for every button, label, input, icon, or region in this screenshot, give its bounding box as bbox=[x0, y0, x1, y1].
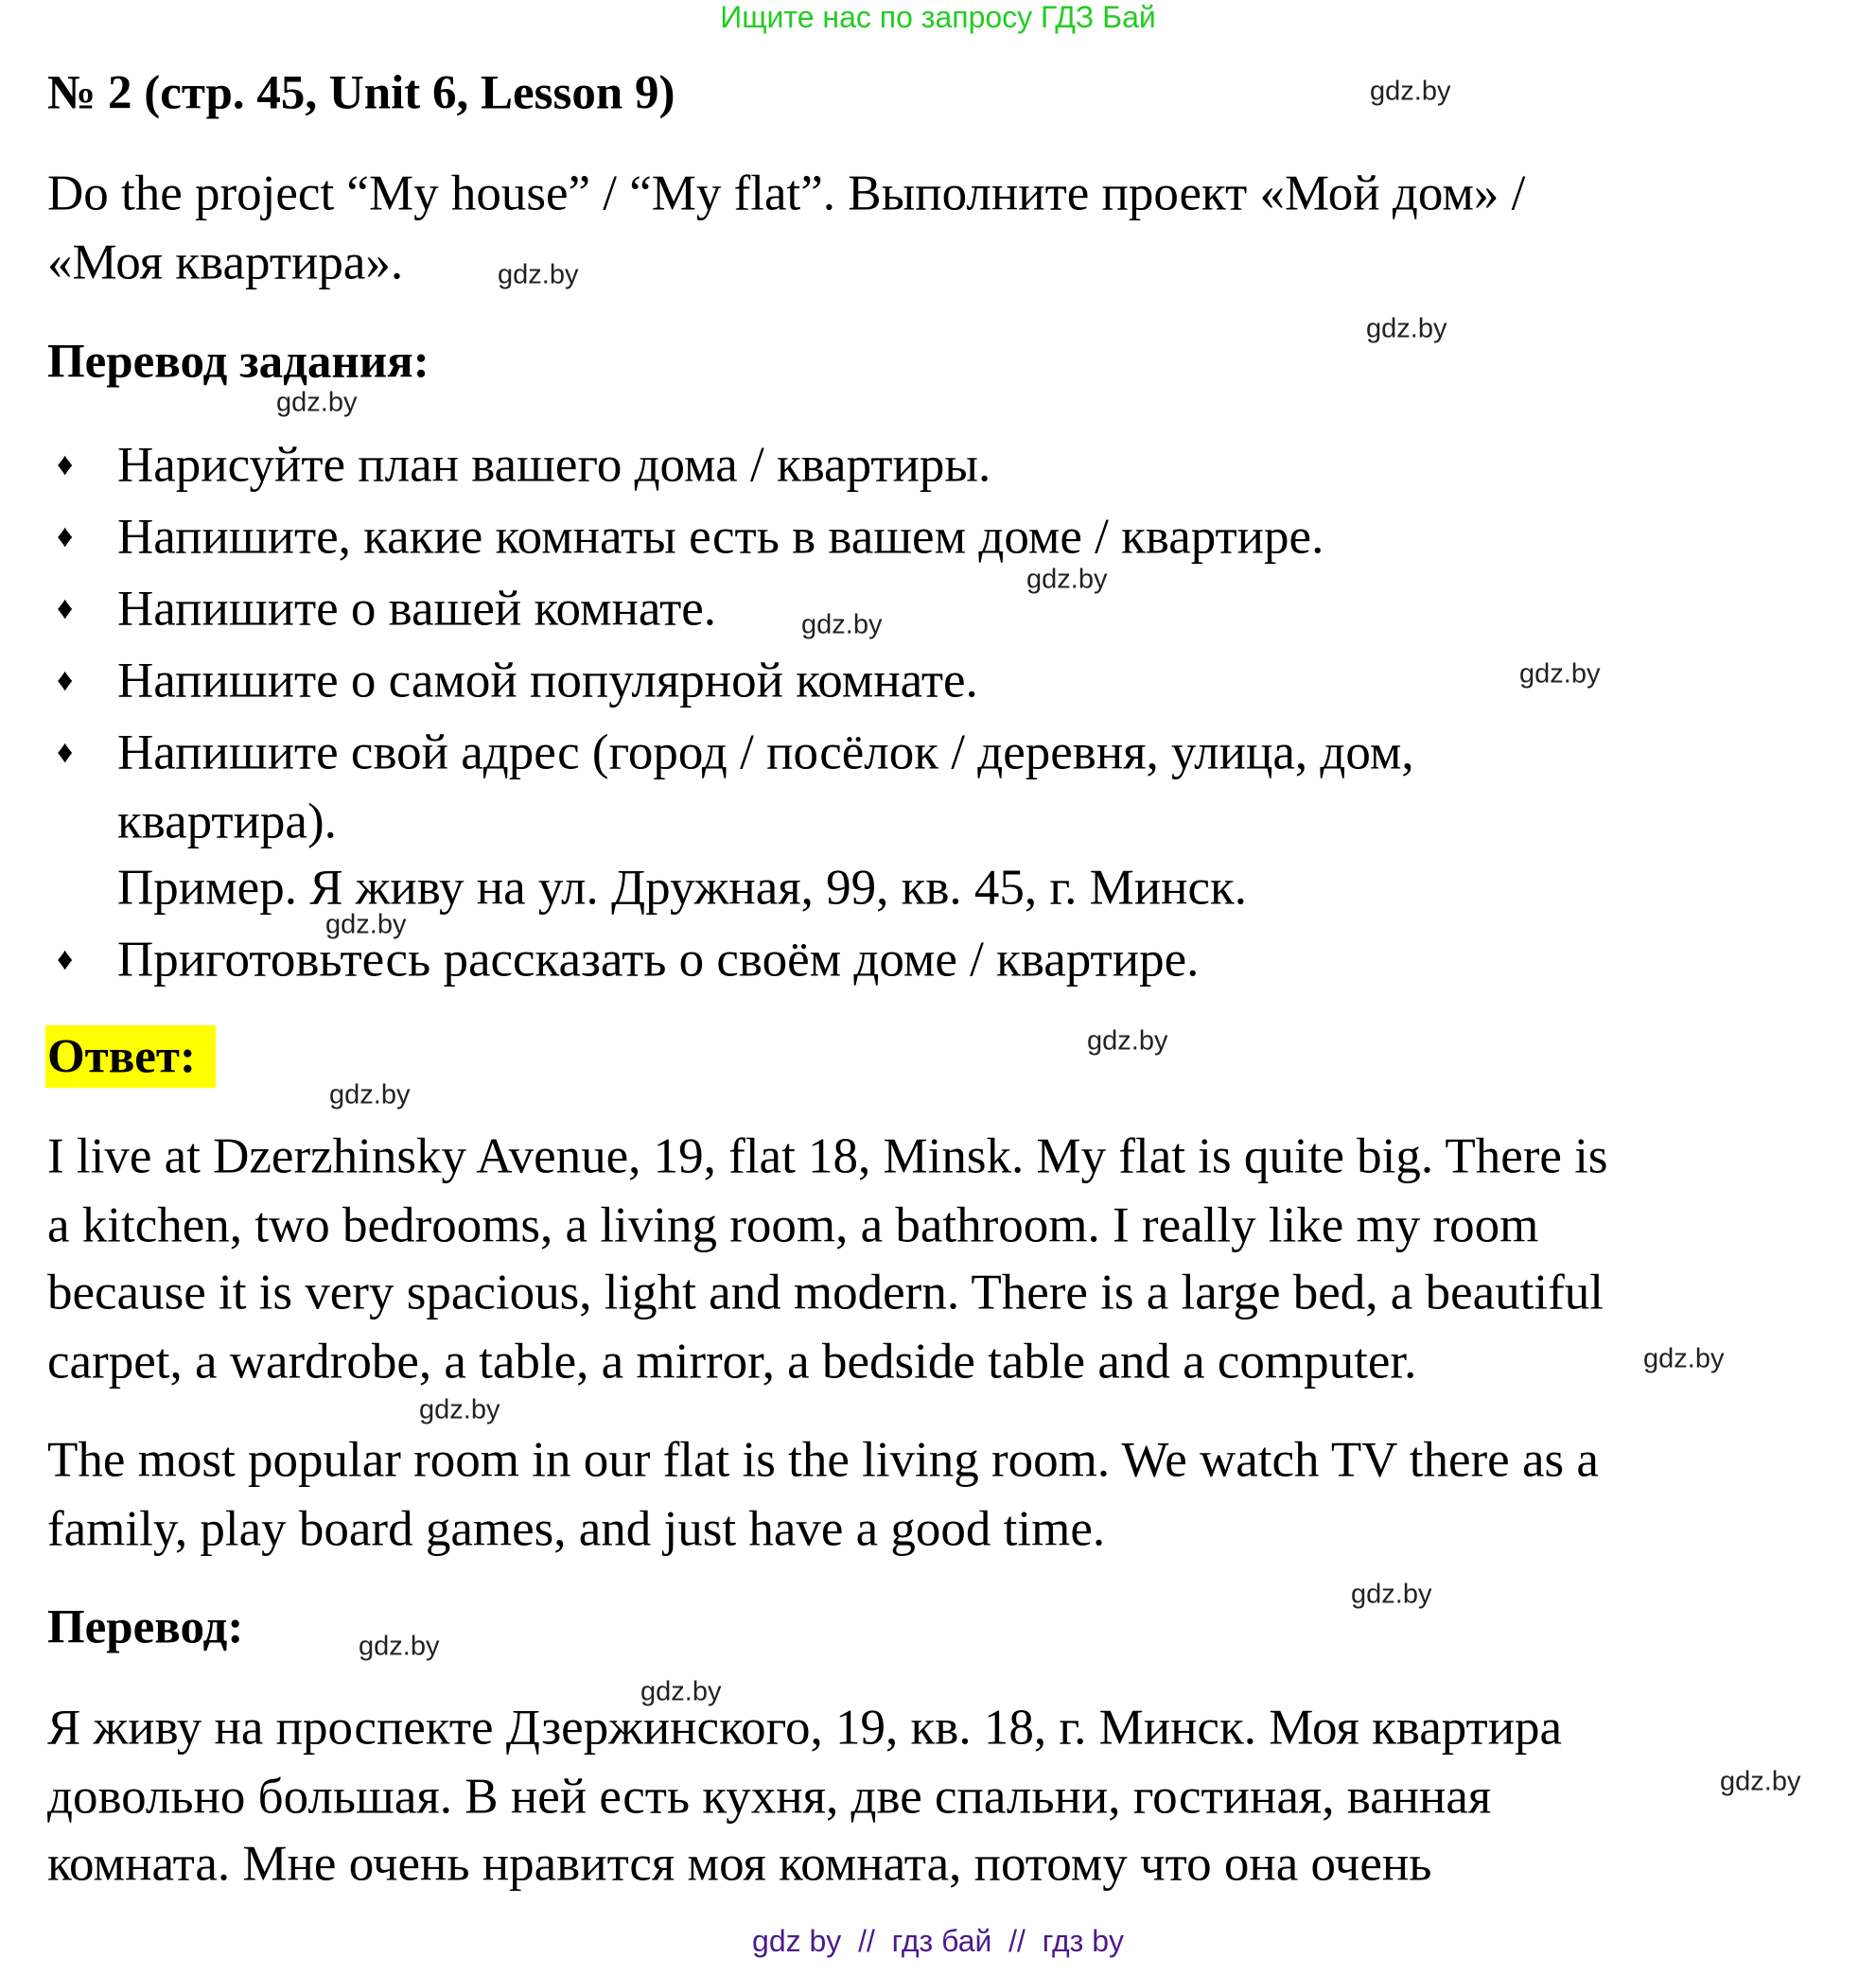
watermark: gdz.by bbox=[498, 259, 579, 290]
perevod-line: Я живу на проспекте Дзержинского, 19, кв. 18, г. Минск. Моя квартира bbox=[47, 1700, 1563, 1756]
page-title: № 2 (стр. 45, Unit 6, Lesson 9) bbox=[47, 66, 675, 120]
watermark: gdz.by bbox=[1351, 1579, 1432, 1610]
perevod-heading: Перевод: bbox=[47, 1600, 244, 1654]
translation-heading: Перевод задания: bbox=[47, 335, 430, 389]
bullet-example: Пример. Я живу на ул. Дружная, 99, кв. 45, г. Минск. bbox=[117, 860, 1248, 916]
bullet-item: Нарисуйте план вашего дома / квартиры. bbox=[117, 437, 991, 493]
watermark: gdz.by bbox=[1519, 658, 1601, 690]
watermark: gdz.by bbox=[359, 1631, 440, 1662]
answer-line: a kitchen, two bedrooms, a living room, a bathroom. I really like my room bbox=[47, 1197, 1539, 1253]
bullet-item: Напишите свой адрес (город / посёлок / деревня, улица, дом, bbox=[117, 725, 1414, 780]
watermark: gdz.by bbox=[329, 1079, 411, 1110]
watermark: gdz.by bbox=[1720, 1766, 1801, 1797]
answer-line: carpet, a wardrobe, a table, a mirror, a bedside table and a computer. bbox=[47, 1334, 1417, 1389]
watermark: gdz.by bbox=[801, 609, 883, 640]
bullet-item: Напишите, какие комнаты есть в вашем доме / квартире. bbox=[117, 509, 1324, 565]
perevod-line: довольно большая. В ней есть кухня, две спальни, гостиная, ванная bbox=[47, 1769, 1492, 1825]
task-line: Do the project “My house” / “My flat”. Выполните проект «Мой дом» / bbox=[47, 166, 1526, 221]
watermark: gdz.by bbox=[1643, 1343, 1725, 1374]
answer-line: family, play board games, and just have a good time. bbox=[47, 1501, 1106, 1557]
watermark: gdz.by bbox=[640, 1676, 722, 1707]
bullet-continuation: квартира). bbox=[117, 794, 337, 849]
watermark: gdz.by bbox=[419, 1394, 500, 1425]
answer-line: I live at Dzerzhinsky Avenue, 19, flat 18, Minsk. My flat is quite big. There is bbox=[47, 1128, 1608, 1184]
diamond-bullet-icon: ♦ bbox=[57, 735, 74, 770]
diamond-bullet-icon: ♦ bbox=[57, 663, 74, 698]
answer-heading: Ответ: bbox=[47, 1030, 196, 1084]
bullet-item: Напишите о самой популярной комнате. bbox=[117, 653, 978, 708]
answer-line: The most popular room in our flat is the living room. We watch TV there as a bbox=[47, 1432, 1599, 1488]
answer-line: because it is very spacious, light and modern. There is a large bed, a beautiful bbox=[47, 1265, 1604, 1320]
task-line: «Моя квартира». bbox=[47, 235, 404, 290]
diamond-bullet-icon: ♦ bbox=[57, 942, 74, 977]
bullet-item: Напишите о вашей комнате. bbox=[117, 581, 717, 637]
watermark: gdz.by bbox=[1026, 564, 1108, 595]
bullet-item: Приготовьтесь рассказать о своём доме / квартире. bbox=[117, 932, 1200, 988]
footer-links[interactable]: gdz by // гдз бай // гдз by bbox=[752, 1924, 1124, 1958]
perevod-line: комната. Мне очень нравится моя комната, потому что она очень bbox=[47, 1836, 1432, 1892]
watermark: gdz.by bbox=[276, 387, 358, 418]
diamond-bullet-icon: ♦ bbox=[57, 447, 74, 482]
diamond-bullet-icon: ♦ bbox=[57, 519, 74, 554]
diamond-bullet-icon: ♦ bbox=[57, 591, 74, 626]
watermark: gdz.by bbox=[1370, 76, 1451, 107]
watermark: gdz.by bbox=[1366, 313, 1447, 344]
search-banner[interactable]: Ищите нас по запросу ГДЗ Бай bbox=[720, 0, 1156, 34]
watermark: gdz.by bbox=[325, 909, 407, 940]
watermark: gdz.by bbox=[1087, 1025, 1168, 1057]
